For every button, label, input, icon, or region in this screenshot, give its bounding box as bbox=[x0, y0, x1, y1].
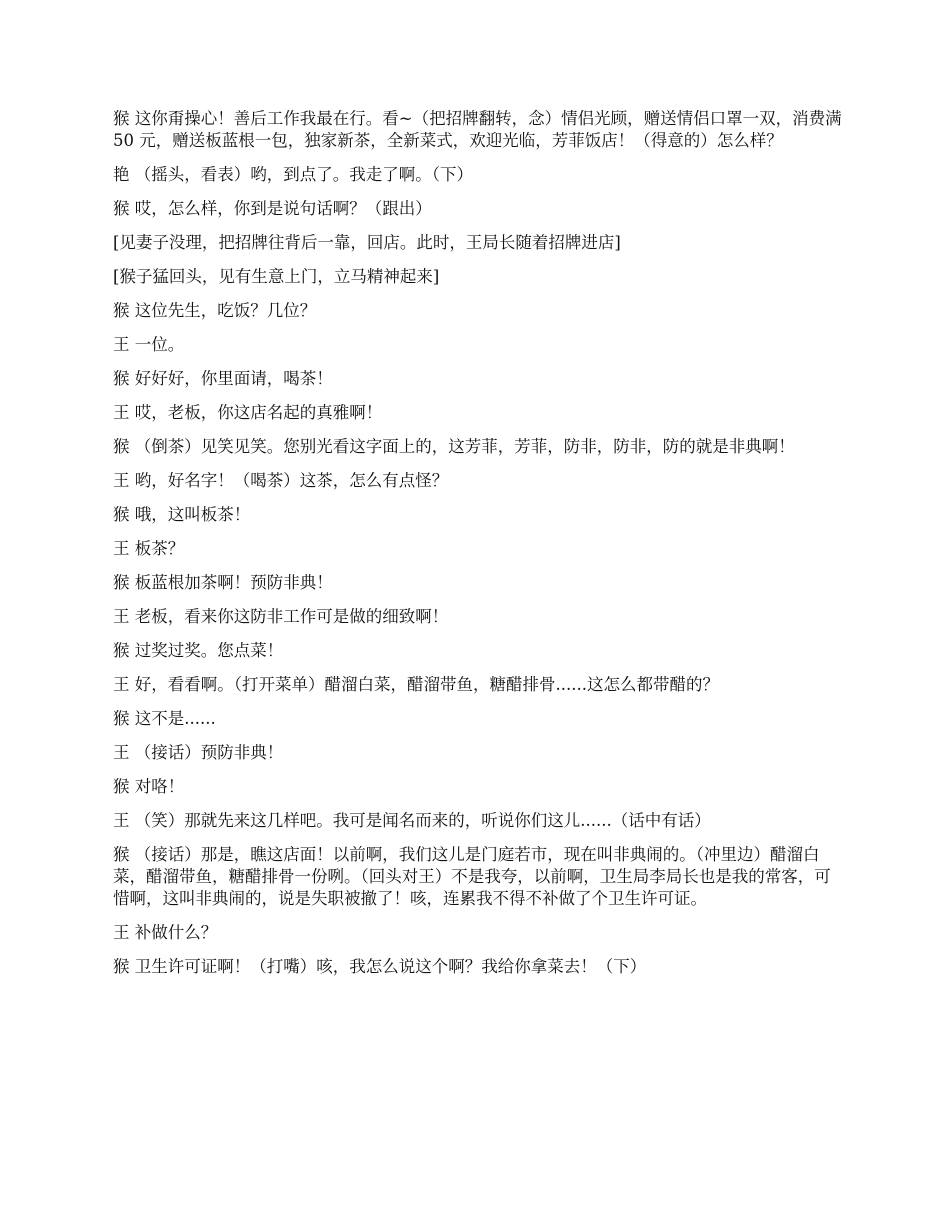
script-line: 王 （笑）那就先来这几样吧。我可是闻名而来的，听说你们这儿......（话中有话） bbox=[113, 811, 711, 830]
script-line: 猴 （倒茶）见笑见笑。您别光看这字面上的，这芳菲，芳菲，防非，防非，防的就是非典啊！ bbox=[113, 437, 795, 456]
script-line: 艳 （摇头，看表）哟，到点了。我走了啊。（下） bbox=[113, 165, 473, 184]
script-line: 猴 哎，怎么样，你到是说句话啊？（跟出） bbox=[113, 199, 432, 218]
script-line: 猴 （接话）那是，瞧这店面！以前啊，我们这儿是门庭若市，现在叫非典闹的。（冲里边）醋溜白菜，醋溜带鱼，糖醋排骨一份咧。（回头对王）不是我夸，以前啊，卫生局李局长也是我的常客，可惜啊，这叫非典闹的，说是失职被撤了！咳，连累我不得不补做了个卫生许可证。 bbox=[113, 845, 831, 908]
stage-direction: [见妻子没理，把招牌往背后一靠，回店。此时，王局长随着招牌进店] bbox=[113, 233, 621, 252]
script-line: 王 （接话）预防非典！ bbox=[113, 743, 284, 762]
script-line: 猴 好好好，你里面请，喝茶！ bbox=[113, 369, 333, 388]
script-line: 猴 过奖过奖。您点菜！ bbox=[113, 641, 284, 660]
script-line: 猴 这你甭操心！善后工作我最在行。看~（把招牌翻转，念）情侣光顾，赠送情侣口罩一双，消费满 50 元，赠送板蓝根一包，独家新茶，全新菜式，欢迎光临，芳菲饭店！（得意的）怎么样？ bbox=[113, 109, 842, 150]
script-line: 王 哎，老板，你这店名起的真雅啊！ bbox=[113, 403, 383, 422]
stage-direction: [猴子猛回头，见有生意上门，立马精神起来] bbox=[113, 267, 440, 286]
script-line: 猴 哦，这叫板茶！ bbox=[113, 505, 251, 524]
script-line: 猴 对咯！ bbox=[113, 777, 185, 796]
document-page bbox=[113, 108, 843, 990]
script-line: 猴 这位先生，吃饭？几位？ bbox=[113, 301, 317, 320]
script-line: 王 老板，看来你这防非工作可是做的细致啊！ bbox=[113, 607, 449, 626]
script-line: 王 好，看看啊。（打开菜单）醋溜白菜，醋溜带鱼，糖醋排骨......这怎么都带醋的？ bbox=[113, 675, 719, 694]
script-line: 王 哟，好名字！（喝茶）这茶，怎么有点怪？ bbox=[113, 471, 449, 490]
script-line: 猴 板蓝根加茶啊！预防非典！ bbox=[113, 573, 333, 592]
script-line: 王 板茶？ bbox=[113, 539, 185, 558]
script-line: 王 一位。 bbox=[113, 335, 185, 354]
script-line: 猴 卫生许可证啊！（打嘴）咳，我怎么说这个啊？我给你拿菜去！（下） bbox=[113, 957, 647, 976]
script-line: 猴 这不是...... bbox=[113, 709, 216, 728]
script-line: 王 补做什么？ bbox=[113, 923, 218, 942]
